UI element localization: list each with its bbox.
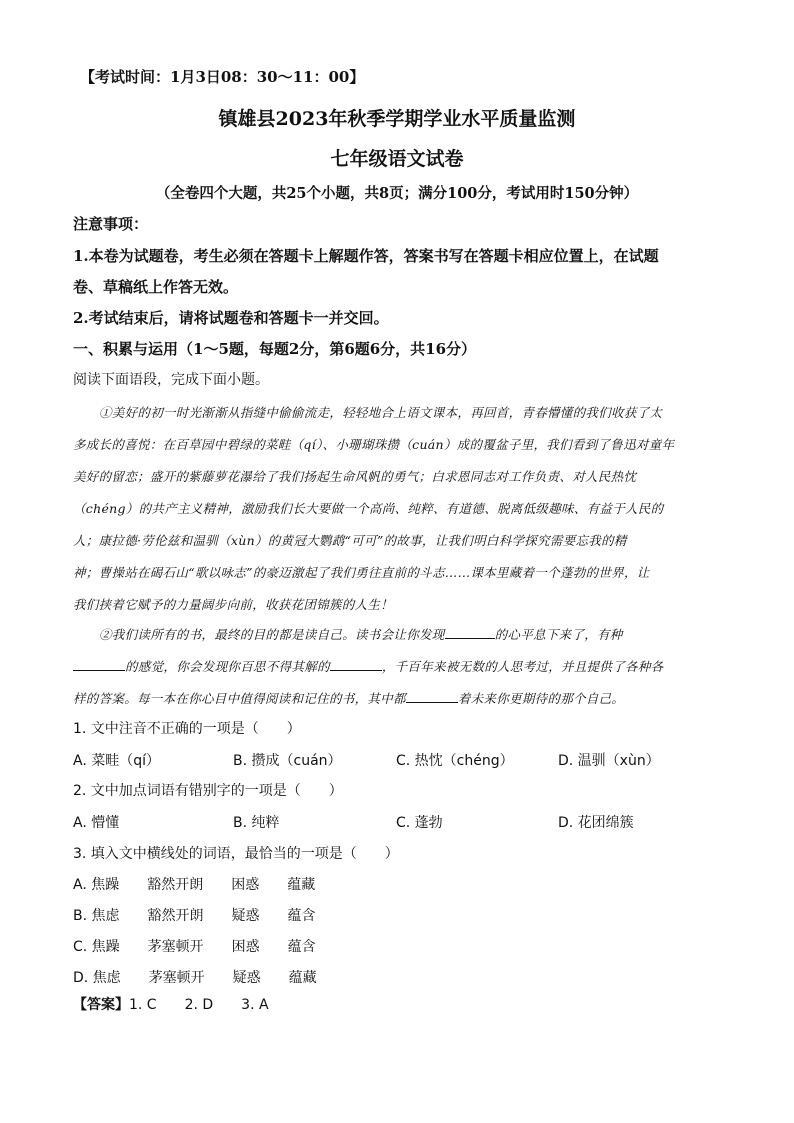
fill-blank bbox=[330, 658, 382, 671]
passage2-line3 bbox=[73, 689, 624, 707]
reading-instruction: 阅读下面语段，完成下面小题。 bbox=[73, 372, 269, 388]
notice-heading: 注意事项： bbox=[73, 215, 149, 233]
question-2-option-b: B. 纯粹 bbox=[233, 815, 280, 831]
question-2-option-a: A. 懵懂 bbox=[73, 815, 120, 831]
exam-subject-title: 七年级语文试卷 bbox=[330, 148, 464, 170]
exam-time: 【考试时间：1月3日08：30～11：00】 bbox=[80, 68, 365, 86]
passage-line: 我们挟着它赋予的力量阔步向前，收获花团锦簇的人生！ bbox=[73, 597, 394, 612]
passage2-text: 样的答案。每一本在你心目中值得阅读和记住的书，其中都 bbox=[73, 691, 406, 706]
question-1-option-b: B. 攒成（cuán） bbox=[233, 753, 342, 769]
passage2-text: 的心平息下来了，有种 bbox=[494, 627, 623, 642]
question-1-option-a: A. 菜畦（qí） bbox=[73, 753, 161, 769]
passage-line: 美好的留恋；盛开的紫藤萝花瀑给了我们扬起生命风帆的勇气；白求恩同志对工作负责、对人民热忱 bbox=[73, 469, 637, 484]
fill-blank bbox=[406, 690, 458, 703]
question-3-stem: 3. 填入文中横线处的词语，最恰当的一项是（ ） bbox=[73, 846, 399, 862]
notice-item-1-line2: 卷、草稿纸上作答无效。 bbox=[73, 278, 239, 296]
exam-info: （全卷四个大题，共25个小题，共8页；满分100分，考试用时150分钟） bbox=[155, 185, 639, 202]
question-3-option-d: D. 焦虑 茅塞顿开 疑惑 蕴藏 bbox=[73, 970, 317, 986]
question-1-option-c: C. 热忱（chéng） bbox=[396, 753, 514, 769]
passage-line: 人；康拉德·劳伦兹和温驯（xùn）的黄冠大鹦鹉“可可”的故事，让我们明白科学探究需要忘我的精 bbox=[73, 533, 627, 548]
question-2-option-d: D. 花团绵簇 bbox=[558, 815, 634, 831]
question-1-stem: 1. 文中注音不正确的一项是（ ） bbox=[73, 721, 301, 737]
passage2-line1 bbox=[99, 625, 623, 643]
notice-item-2: 2.考试结束后，请将试题卷和答题卡一并交回。 bbox=[73, 309, 389, 327]
question-1-option-d: D. 温驯（xùn） bbox=[558, 753, 660, 769]
passage2-text: 的感觉，你会发现你百思不得其解的 bbox=[125, 659, 330, 674]
answer-line bbox=[73, 994, 269, 1014]
question-2-stem: 2. 文中加点词语有错别字的一项是（ ） bbox=[73, 783, 343, 799]
passage2-text: ，千百年来被无数的人思考过，并且提供了各种各 bbox=[381, 659, 664, 674]
passage2-text: ②我们读所有的书，最终的目的都是读自己。读书会让你发现 bbox=[99, 627, 445, 642]
notice-item-1-line1: 1.本卷为试题卷，考生必须在答题卡上解题作答，答案书写在答题卡相应位置上，在试题 bbox=[73, 247, 659, 265]
answer-tag: 【答案】 bbox=[73, 997, 129, 1013]
passage-line: （chéng）的共产主义精神，激励我们长大要做一个高尚、纯粹、有道德、脱离低级趣味、有益于人民的 bbox=[73, 501, 664, 516]
question-2-option-c: C. 蓬勃 bbox=[396, 815, 443, 831]
fill-blank bbox=[445, 626, 495, 639]
fill-blank bbox=[73, 658, 125, 671]
section-heading: 一、积累与运用（1～5题，每题2分，第6题6分，共16分） bbox=[73, 340, 477, 358]
question-3-option-a: A. 焦躁 豁然开朗 困惑 蕴藏 bbox=[73, 877, 316, 893]
passage-line: ①美好的初一时光渐渐从指缝中偷偷流走，轻轻地合上语文课本，再回首，青春懵懂的我们收获了太 bbox=[99, 405, 663, 420]
passage2-text: 着未来你更期待的那个自己。 bbox=[457, 691, 625, 706]
question-3-option-c: C. 焦躁 茅塞顿开 困惑 蕴含 bbox=[73, 939, 316, 955]
answer-text: 1. C 2. D 3. A bbox=[129, 997, 269, 1013]
passage-line: 多成长的喜悦：在百草园中碧绿的菜畦（qí）、小珊瑚珠攒（cuán）成的覆盆子里，我们看到了鲁迅对童年 bbox=[73, 437, 675, 452]
passage-line: 神；曹操站在碣石山“歌以咏志”的豪迈激起了我们勇往直前的斗志……课本里藏着一个蓬勃的世界，让 bbox=[73, 565, 650, 580]
exam-title: 镇雄县2023年秋季学期学业水平质量监测 bbox=[218, 108, 576, 130]
question-3-option-b: B. 焦虑 豁然开朗 疑惑 蕴含 bbox=[73, 908, 316, 924]
passage2-line2 bbox=[73, 657, 663, 675]
